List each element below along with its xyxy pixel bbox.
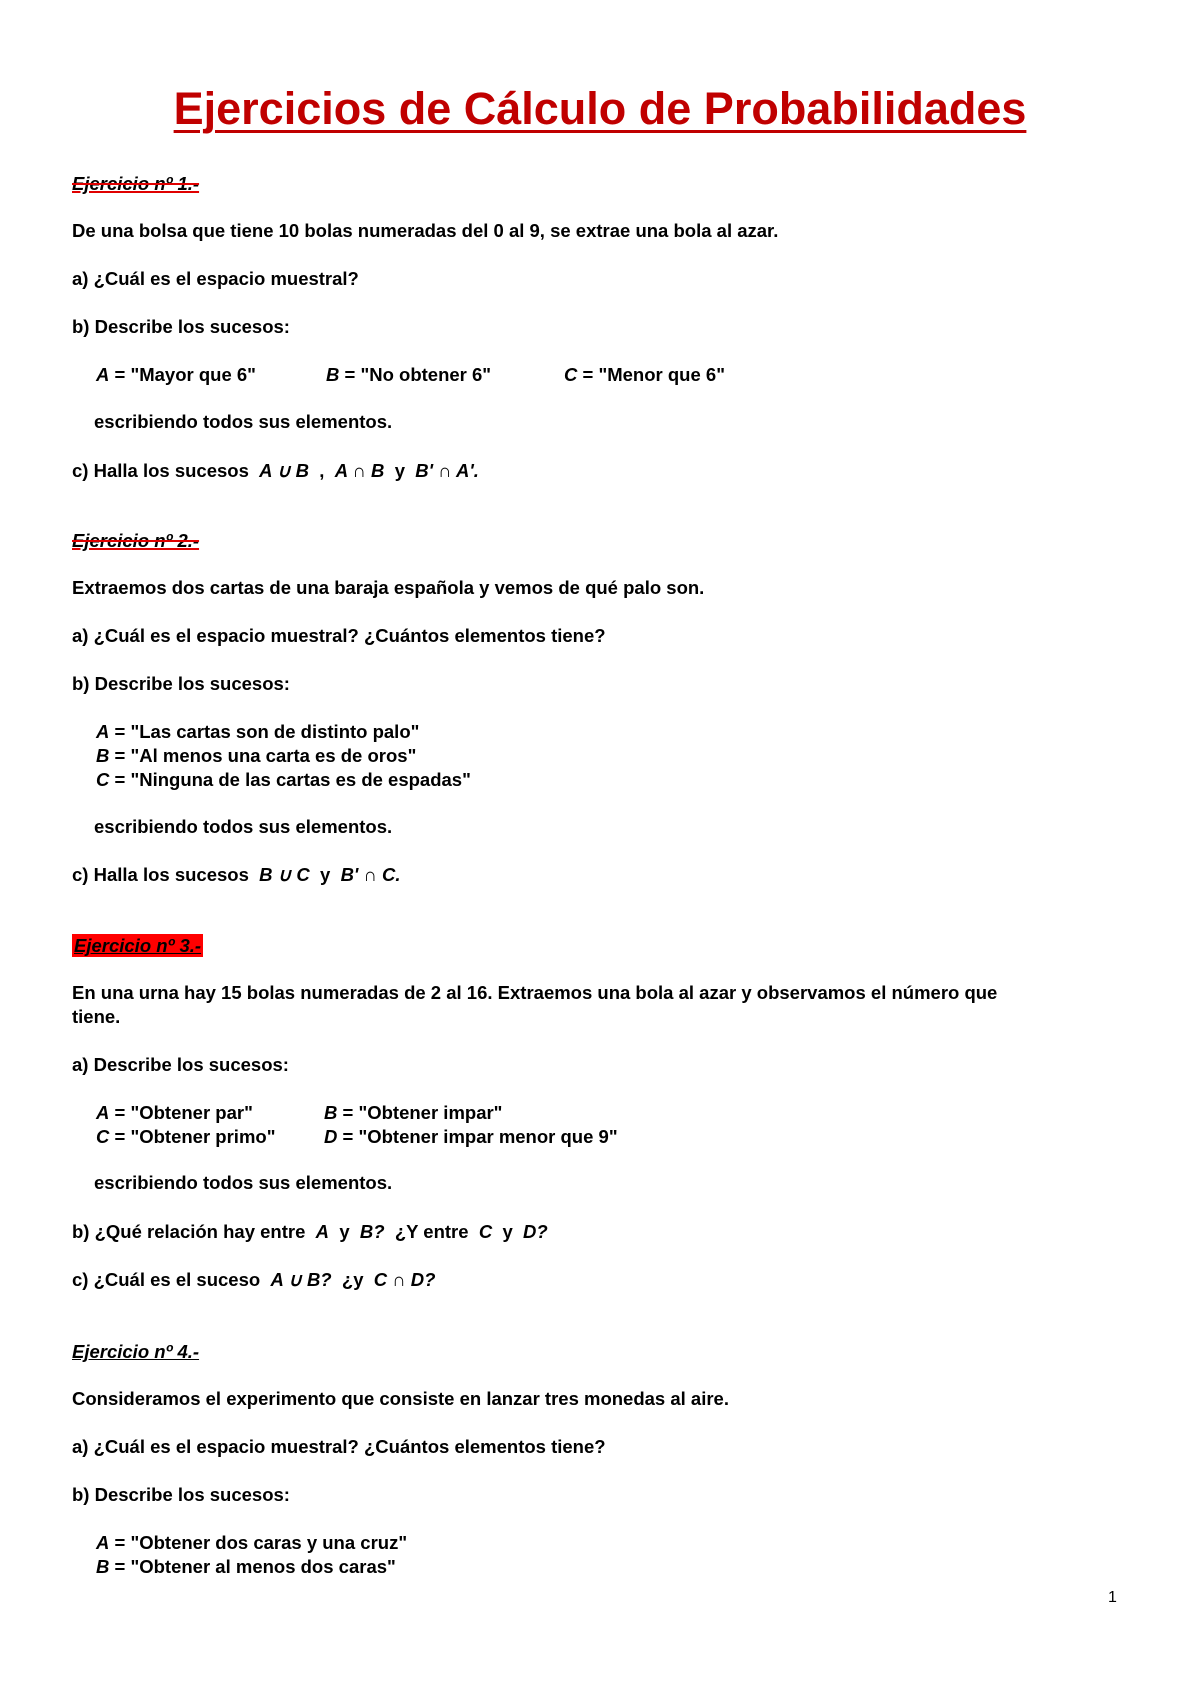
exercise-3-question-c — [72, 1271, 435, 1290]
highlighted-heading: Ejercicio nº 3.- — [74, 935, 202, 956]
exercise-2-question-b: b) Describe los sucesos: — [72, 673, 290, 694]
exercise-3-intro-line-1: En una urna hay 15 bolas numeradas de 2 al 16. Extraemos una bola al azar y observamos el número que — [72, 982, 998, 1003]
math-expression: A ∩ B — [334, 460, 385, 481]
event-text: = "Obtener al menos dos caras" — [114, 1556, 396, 1577]
exercise-1-intro: De una bolsa que tiene 10 bolas numeradas del 0 al 9, se extrae una bola al azar. — [72, 220, 779, 241]
exercise-3-question-b — [72, 1223, 548, 1242]
event-text: = "Obtener dos caras y una cruz" — [114, 1532, 408, 1553]
page-title: Ejercicios de Cálculo de Probabilidades — [173, 83, 1027, 134]
question-prefix: b) ¿Qué relación hay entre — [72, 1221, 306, 1242]
exercise-3-heading — [72, 937, 203, 956]
exercise-4-question-a: a) ¿Cuál es el espacio muestral? ¿Cuántos elementos tiene? — [72, 1436, 606, 1457]
math-var: D? — [523, 1221, 548, 1242]
question-prefix: c) Halla los sucesos — [72, 864, 249, 885]
question-prefix: c) Halla los sucesos — [72, 460, 249, 481]
exercise-3-intro-line-2: tiene. — [72, 1006, 121, 1027]
exercise-4-heading: Ejercicio nº 4.- — [72, 1341, 200, 1362]
conjunction: y — [319, 864, 331, 885]
exercise-2-question-c — [72, 866, 400, 885]
exercise-1-question-c — [72, 462, 479, 481]
conjunction: y — [339, 1221, 350, 1242]
event-var: B — [96, 745, 110, 766]
math-var: B? — [359, 1221, 385, 1242]
exercise-2-event-b — [96, 747, 416, 766]
event-var: A — [96, 1102, 110, 1123]
exercise-4-question-b: b) Describe los sucesos: — [72, 1484, 290, 1505]
exercise-3-question-a: a) Describe los sucesos: — [72, 1054, 289, 1075]
conjunction: y — [394, 460, 405, 481]
exercise-4-event-b — [96, 1558, 396, 1577]
math-expression: A ∪ B? — [270, 1269, 332, 1290]
question-prefix: c) ¿Cuál es el suceso — [72, 1269, 261, 1290]
event-var: B — [96, 1556, 110, 1577]
exercise-1-heading: Ejercicio nº 1.- — [72, 173, 200, 194]
exercise-3-event-c — [96, 1128, 275, 1147]
exercise-1-question-a: a) ¿Cuál es el espacio muestral? — [72, 268, 359, 289]
event-text: = "Obtener par" — [114, 1102, 253, 1123]
event-var: A — [96, 364, 110, 385]
event-var: C — [96, 1126, 110, 1147]
exercise-4-event-a — [96, 1534, 407, 1553]
exercise-2-question-a: a) ¿Cuál es el espacio muestral? ¿Cuántos elementos tiene? — [72, 625, 606, 646]
event-text: = "No obtener 6" — [344, 364, 492, 385]
math-expression: B' ∩ A'. — [415, 460, 479, 481]
event-text: = "Mayor que 6" — [114, 364, 256, 385]
question-mid: ¿y — [341, 1269, 364, 1290]
exercise-1-event-c — [564, 366, 725, 385]
exercise-2-intro: Extraemos dos cartas de una baraja española y vemos de qué palo son. — [72, 577, 705, 598]
event-text: = "Menor que 6" — [582, 364, 725, 385]
exercise-1-question-b: b) Describe los sucesos: — [72, 316, 290, 337]
exercise-3-event-b — [324, 1104, 502, 1123]
exercise-1-writing: escribiendo todos sus elementos. — [94, 411, 393, 432]
exercise-2-writing: escribiendo todos sus elementos. — [94, 816, 393, 837]
math-expression: B' ∩ C. — [340, 864, 401, 885]
page-number: 1 — [1108, 1589, 1117, 1606]
math-expression: B ∪ C — [259, 864, 310, 885]
conjunction: y — [502, 1221, 513, 1242]
exercise-3-event-d — [324, 1128, 618, 1147]
event-text: = "Obtener impar" — [342, 1102, 503, 1123]
exercise-1-event-a — [96, 366, 256, 385]
event-text: = "Ninguna de las cartas es de espadas" — [114, 769, 471, 790]
event-text: = "Obtener primo" — [114, 1126, 276, 1147]
exercise-3-event-a — [96, 1104, 253, 1123]
math-var: A — [315, 1221, 330, 1242]
exercise-2-event-c — [96, 771, 471, 790]
event-text: = "Obtener impar menor que 9" — [342, 1126, 618, 1147]
exercise-2-event-a — [96, 723, 419, 742]
exercise-3-writing: escribiendo todos sus elementos. — [94, 1172, 393, 1193]
separator: , — [319, 460, 325, 481]
event-var: A — [96, 721, 110, 742]
event-var: D — [324, 1126, 338, 1147]
event-var: B — [324, 1102, 338, 1123]
event-var: A — [96, 1532, 110, 1553]
exercise-1-event-b — [326, 366, 491, 385]
event-text: = "Las cartas son de distinto palo" — [114, 721, 420, 742]
event-var: B — [326, 364, 340, 385]
math-var: C — [478, 1221, 493, 1242]
math-expression: A ∪ B — [259, 460, 310, 481]
exercise-2-heading: Ejercicio nº 2.- — [72, 530, 200, 551]
event-var: C — [96, 769, 110, 790]
question-mid: ¿Y entre — [394, 1221, 469, 1242]
exercise-4-intro: Consideramos el experimento que consiste en lanzar tres monedas al aire. — [72, 1388, 729, 1409]
event-var: C — [564, 364, 578, 385]
math-expression: C ∩ D? — [373, 1269, 436, 1290]
event-text: = "Al menos una carta es de oros" — [114, 745, 417, 766]
